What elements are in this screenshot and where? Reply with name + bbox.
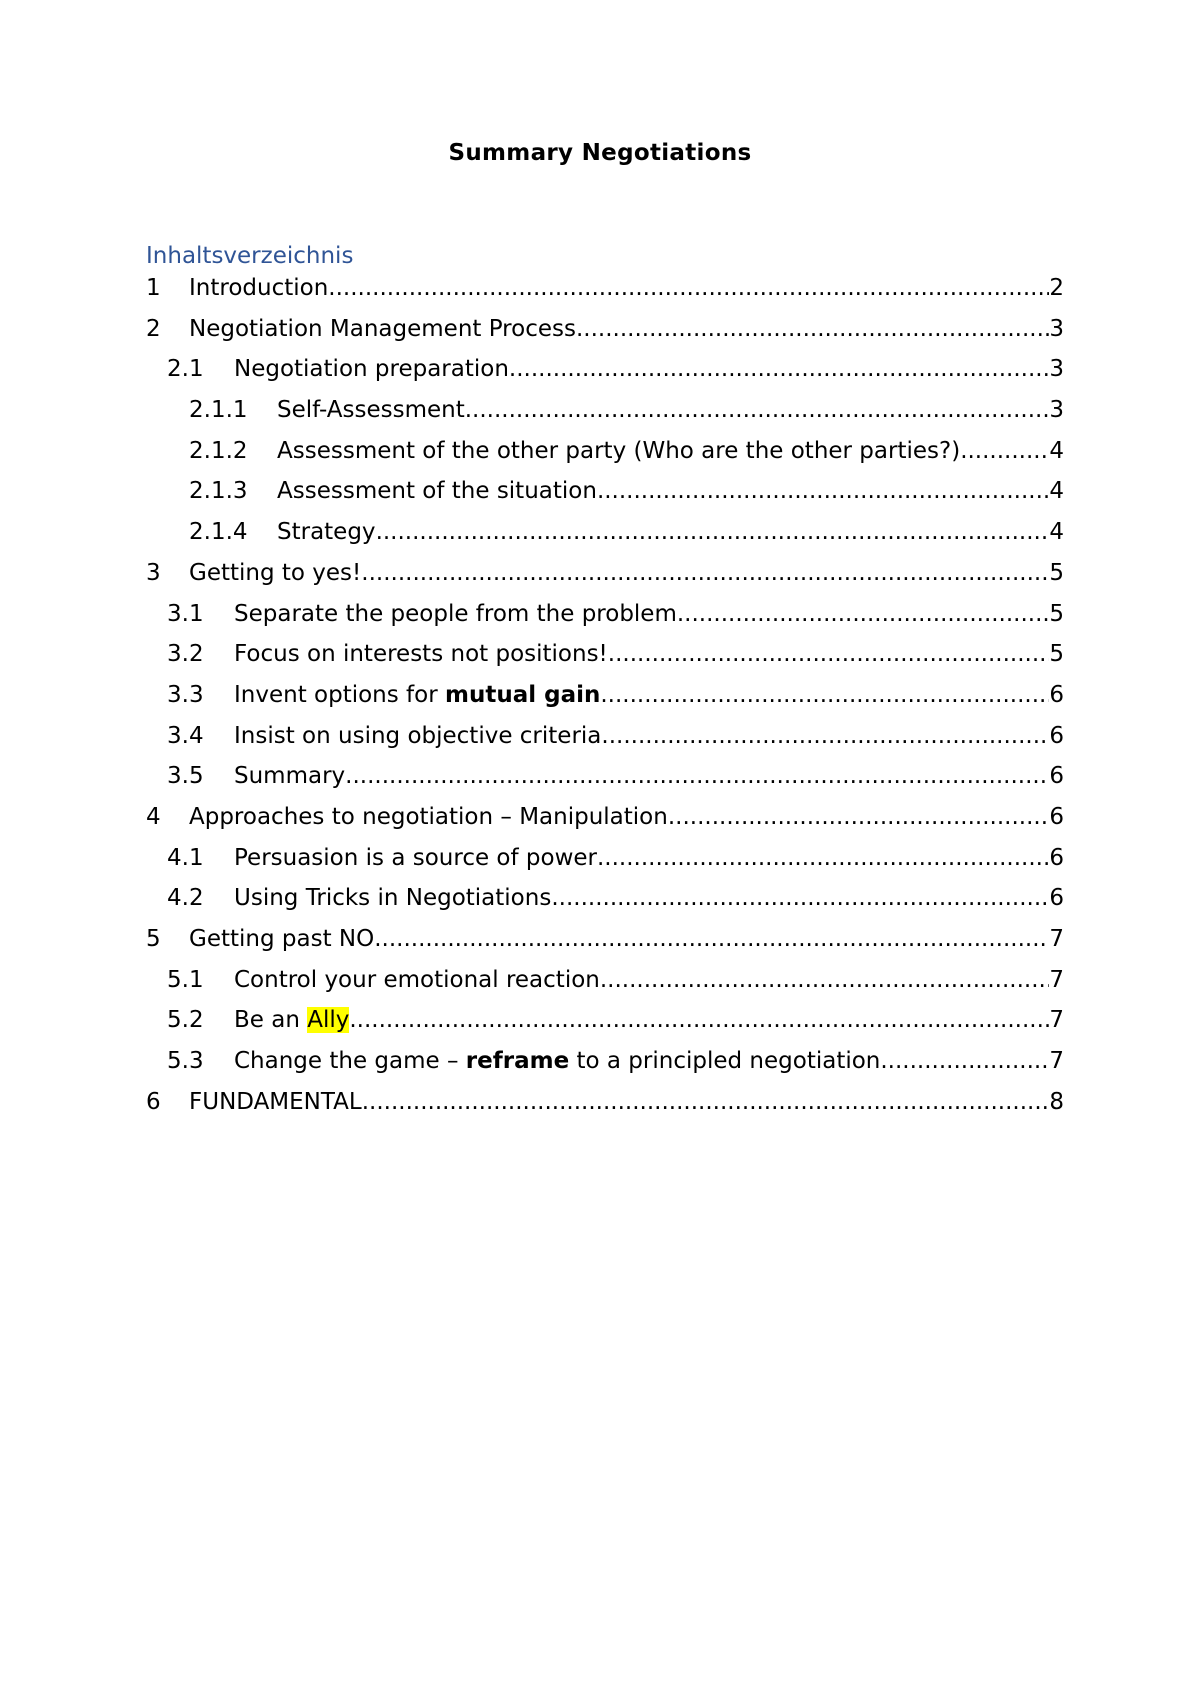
toc-entry-page: 3 [1049, 356, 1064, 383]
toc-entry-page: 4 [1049, 519, 1064, 546]
toc-entry-page: 7 [1049, 1007, 1064, 1034]
toc-entry-label: Approaches to negotiation – Manipulation [189, 803, 668, 830]
toc-entry-label: Getting to yes! [189, 559, 362, 586]
toc-entry-page: 7 [1049, 1048, 1064, 1075]
toc-dot-leader [960, 438, 1049, 464]
toc-entry-label: Summary [234, 763, 346, 790]
toc-entry-page: 2 [1049, 275, 1064, 301]
toc-entry[interactable] [146, 926, 1064, 967]
toc-entry-page: 4 [1049, 478, 1064, 505]
toc-dot-leader [601, 723, 1049, 749]
toc-entry[interactable] [146, 641, 1064, 682]
toc-dot-leader [465, 397, 1050, 423]
toc-entry-page: 6 [1049, 803, 1064, 830]
toc-entry-number: 2.1 [167, 356, 204, 383]
toc-dot-leader [345, 763, 1049, 789]
toc-entry-number: 3.4 [167, 722, 204, 749]
toc-entry[interactable] [146, 682, 1064, 723]
toc-entry-number: 2 [146, 315, 161, 342]
toc-dot-leader [880, 1048, 1049, 1074]
toc-entry-number: 4 [146, 803, 161, 830]
toc-entry-number: 5 [146, 926, 161, 952]
toc-entry-number: 3.2 [167, 641, 204, 668]
toc-entry-label: Getting past NO [189, 926, 375, 952]
toc-entry[interactable] [146, 560, 1064, 601]
toc-entry-label: Self-Assessment [277, 397, 465, 424]
toc-entry-label: Focus on interests not positions! [234, 641, 608, 668]
toc-dot-leader [349, 1007, 1049, 1033]
toc-dot-leader [376, 519, 1050, 545]
toc-entry-number: 2.1.1 [189, 397, 248, 424]
toc-entry-label [234, 1048, 880, 1074]
toc-entry[interactable] [146, 275, 1064, 316]
table-of-contents [146, 275, 1064, 1129]
toc-dot-leader [362, 1089, 1050, 1115]
toc-entry-number: 5.2 [167, 1007, 204, 1034]
document-title: Summary Negotiations [448, 140, 752, 166]
toc-entry-label: Assessment of the other party (Who are the other parties?) [277, 437, 961, 464]
toc-entry-label-text-post: to a principled negotiation [569, 1048, 881, 1075]
toc-entry-label: Assessment of the situation [277, 478, 597, 505]
toc-dot-leader [668, 804, 1050, 830]
toc-entry-label-text: Be an [234, 1007, 308, 1034]
toc-dot-leader [677, 601, 1049, 627]
toc-entry-label-bold: reframe [465, 1048, 570, 1075]
toc-entry-page: 7 [1049, 926, 1064, 952]
toc-entry-label-text: Invent options for [234, 681, 445, 708]
toc-entry-label: Using Tricks in Negotiations [234, 885, 552, 912]
toc-entry-page: 6 [1049, 722, 1064, 749]
toc-entry-number: 4.1 [167, 844, 204, 871]
toc-entry-page: 4 [1049, 437, 1064, 464]
toc-entry-number: 3.5 [167, 763, 204, 790]
toc-entry-label: Insist on using objective criteria [234, 722, 602, 749]
toc-entry-label [234, 682, 600, 708]
toc-entry[interactable] [146, 845, 1064, 886]
toc-entry-page: 3 [1049, 397, 1064, 424]
toc-dot-leader [576, 316, 1049, 342]
toc-entry-label: Separate the people from the problem [234, 600, 677, 627]
toc-entry[interactable] [146, 438, 1064, 479]
toc-dot-leader [509, 356, 1049, 382]
toc-entry-number: 1 [146, 275, 161, 301]
toc-dot-leader [600, 967, 1050, 993]
toc-entry-number: 3 [146, 559, 161, 586]
toc-entry-number: 2.1.4 [189, 519, 248, 546]
toc-entry-label-bold: mutual gain [445, 681, 601, 708]
toc-entry-number: 3.3 [167, 681, 204, 708]
toc-entry-label: FUNDAMENTAL [189, 1088, 362, 1115]
toc-entry-page: 3 [1049, 315, 1064, 342]
toc-entry-label-highlight: Ally [307, 1007, 350, 1034]
toc-entry-label: Persuasion is a source of power [234, 844, 597, 871]
toc-entry-page: 6 [1049, 681, 1064, 708]
toc-entry-number: 3.1 [167, 600, 204, 627]
toc-entry[interactable] [146, 316, 1064, 357]
toc-entry[interactable] [146, 356, 1064, 397]
toc-entry[interactable] [146, 1048, 1064, 1089]
toc-entry-page: 6 [1049, 885, 1064, 912]
toc-entry[interactable] [146, 763, 1064, 804]
toc-entry[interactable] [146, 804, 1064, 845]
toc-entry-page: 6 [1049, 763, 1064, 790]
toc-entry-page: 5 [1049, 600, 1064, 627]
toc-entry-label: Introduction [189, 275, 329, 301]
toc-entry-number: 6 [146, 1088, 161, 1115]
toc-dot-leader [597, 845, 1049, 871]
toc-entry-number: 2.1.2 [189, 437, 248, 464]
toc-dot-leader [551, 885, 1049, 911]
toc-dot-leader [361, 560, 1049, 586]
toc-entry[interactable] [146, 397, 1064, 438]
toc-entry-page: 7 [1049, 966, 1064, 993]
toc-entry-page: 5 [1049, 559, 1064, 586]
toc-entry-number: 5.3 [167, 1048, 204, 1075]
toc-entry[interactable] [146, 519, 1064, 560]
toc-entry-number: 4.2 [167, 885, 204, 912]
toc-dot-leader [374, 926, 1049, 952]
toc-entry-number: 2.1.3 [189, 478, 248, 505]
toc-entry-label-text: Change the game – [234, 1048, 466, 1075]
toc-entry[interactable] [146, 601, 1064, 642]
toc-dot-leader [600, 682, 1049, 708]
toc-dot-leader [597, 478, 1049, 504]
toc-entry-page: 5 [1049, 641, 1064, 668]
toc-entry-label: Negotiation preparation [234, 356, 509, 383]
toc-entry[interactable] [146, 723, 1064, 764]
toc-entry[interactable] [146, 1007, 1064, 1048]
toc-entry-label: Negotiation Management Process [189, 315, 576, 342]
toc-entry[interactable] [146, 478, 1064, 519]
toc-entry-page: 6 [1049, 844, 1064, 871]
toc-entry[interactable] [146, 885, 1064, 926]
toc-entry-number: 5.1 [167, 966, 204, 993]
toc-dot-leader [608, 641, 1050, 667]
toc-entry-label: Strategy [277, 519, 376, 546]
toc-entry[interactable] [146, 1089, 1064, 1130]
toc-entry[interactable] [146, 967, 1064, 1008]
toc-entry-label: Control your emotional reaction [234, 966, 600, 993]
toc-entry-page: 8 [1049, 1088, 1064, 1115]
toc-heading: Inhaltsverzeichnis [146, 243, 354, 269]
toc-dot-leader [328, 275, 1049, 301]
toc-entry-label [234, 1007, 349, 1033]
